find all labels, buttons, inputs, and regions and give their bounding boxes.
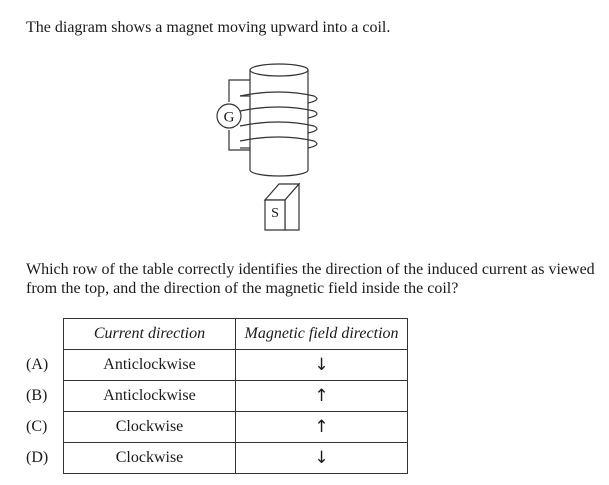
- option-b-label: (B): [26, 387, 48, 404]
- option-c-label: (C): [26, 418, 48, 435]
- question-line-1: Which row of the table correctly identifies the direction of the induced current as viewed: [26, 261, 595, 278]
- question-line-2: from the top, and the direction of the magnetic field inside the coil?: [26, 280, 459, 297]
- row-b-field: ↑: [236, 381, 408, 412]
- row-b-current: Anticlockwise: [64, 381, 236, 412]
- bar-magnet: [265, 184, 299, 230]
- row-d-field: ↓: [236, 443, 408, 474]
- answer-table: [63, 318, 408, 474]
- intro-text: The diagram shows a magnet moving upward into a coil.: [26, 19, 391, 36]
- table-row: [64, 381, 408, 412]
- header-field-direction: Magnetic field direction: [236, 319, 408, 350]
- galvanometer: [217, 104, 241, 128]
- row-a-field: ↓: [236, 350, 408, 381]
- table-row: [64, 350, 408, 381]
- row-c-field: ↑: [236, 412, 408, 443]
- table-row: [64, 443, 408, 474]
- option-a-label: (A): [26, 356, 49, 373]
- table-row: [64, 412, 408, 443]
- row-d-current: Clockwise: [64, 443, 236, 474]
- galvanometer-label: G: [223, 109, 235, 126]
- header-current-direction: Current direction: [64, 319, 236, 350]
- magnet-label: S: [271, 206, 279, 221]
- coil: [229, 64, 317, 176]
- option-d-label: (D): [26, 449, 49, 466]
- question-text: [26, 260, 601, 298]
- row-c-current: Clockwise: [64, 412, 236, 443]
- table-header-row: [64, 319, 408, 350]
- row-a-current: Anticlockwise: [64, 350, 236, 381]
